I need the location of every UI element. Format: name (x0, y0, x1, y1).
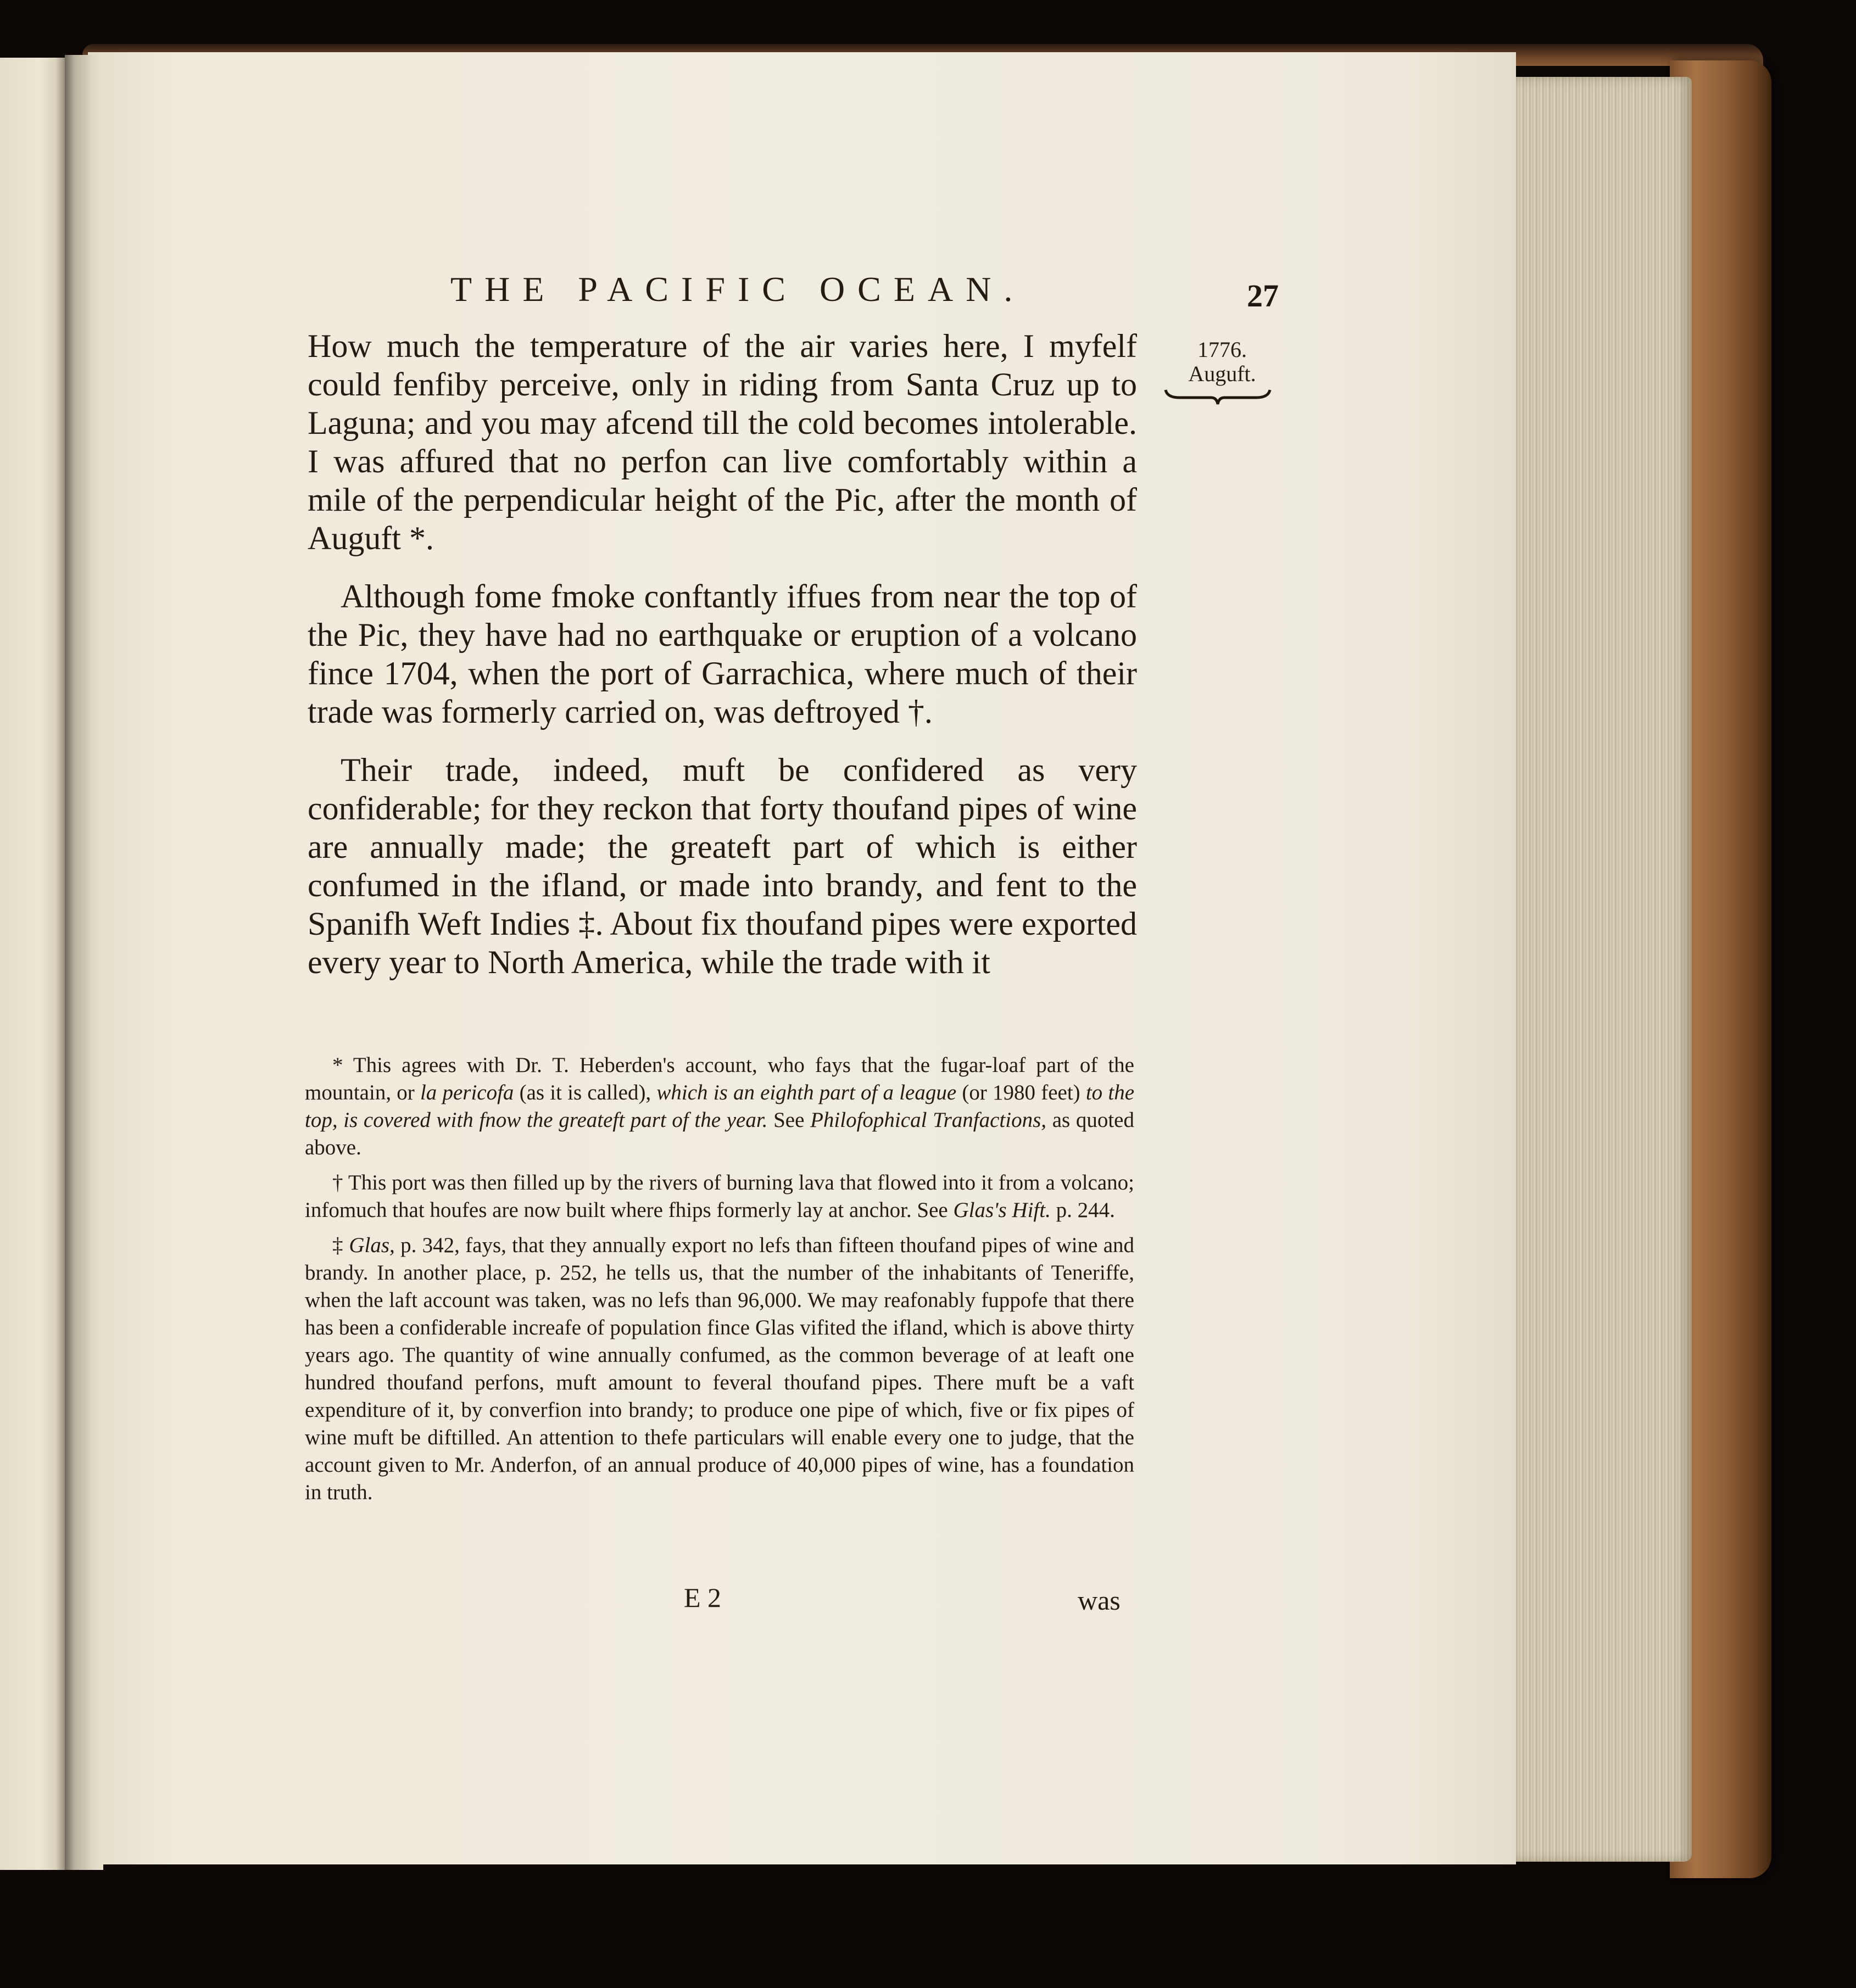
footnote-text: p. 342, fays, that they annually export no lefs than fifteen thoufand pipes of wine and brandy. In another place, p. 252, he tells us, that the number of the inhabitants of Teneriffe, when the laft account was taken, was no lefs than 96,000. We may reafonably fuppofe that there has been a confiderable increafe of population fince Glas vifited the ifland, which is above thirty years ago. The quantity of wine annually confumed, as the common beverage of at leaft one hundred thoufand perfons, muft amount to feveral thoufand pipes. There muft be a vaft expenditure of it, by converfion into brandy; to produce one pipe of which, five or fix pipes of wine muft be diftilled. An attention to thefe particulars will enable every one to judge, that the account given to Mr. Anderfon, of an annual produce of 40,000 pipes of wine, has a foundation in truth. (305, 1233, 1135, 1504)
footnote-italic: la pericofa (420, 1081, 514, 1104)
footnote-italic: Philofophical Tranfactions, (810, 1108, 1047, 1132)
running-head: THE PACIFIC OCEAN. (450, 270, 1025, 309)
footnote-text: as quoted above. (305, 1108, 1134, 1159)
paragraph-3: Their trade, indeed, muft be confidered as very confiderable; for they reckon that forty thoufand pipes of wine are annually made; the greateft part of which is either confumed in the ifland, or made into brandy, and fent to the Spanifh Weft Indies ‡. About fix thoufand pipes were exported every year to North America, while the trade with it (308, 752, 1137, 980)
catchword: was (1078, 1585, 1121, 1616)
footnote-text: This agrees with Dr. T. Heberden's account, who fays that the fugar-loaf part of the mountain, or (305, 1053, 1134, 1104)
book-gutter (65, 55, 103, 1870)
footnote-mark: ‡ (332, 1233, 344, 1257)
signature-mark: E 2 (684, 1582, 722, 1613)
footnote-text: This port was then filled up by the rivers of burning lava that flowed into it from a volcano; infomuch that houfes are now built where fhips formerly lay at anchor. See (305, 1171, 1135, 1222)
footnote-text: p. 244. (1050, 1198, 1115, 1222)
body-text (308, 327, 1137, 1001)
paragraph-2: Although fome fmoke conftantly iffues from near the top of the Pic, they have had no earthquake or eruption of a volcano fince 1704, when the port of Garrachica, where much of their trade was formerly carried on, was deftroyed †. (308, 578, 1137, 730)
margin-year: 1776. (1197, 337, 1247, 362)
footnote-text: (as it is called), (514, 1081, 657, 1104)
footnote-asterisk (305, 1052, 1134, 1161)
footnote-italic: Glas, (349, 1233, 395, 1257)
footnote-italic: to the top, is covered with fnow the greateft part of the year. (305, 1081, 1135, 1132)
margin-month: Auguft. (1188, 361, 1256, 386)
footnote-mark: † (332, 1171, 343, 1194)
page-number: 27 (1247, 278, 1279, 314)
footnotes (305, 1052, 1134, 1514)
footnote-dagger (305, 1169, 1134, 1224)
footnote-text: (or 1980 feet) (956, 1081, 1086, 1104)
margin-date-note (1167, 338, 1277, 386)
previous-page (0, 58, 66, 1870)
paragraph-1: How much the temperature of the air varies here, I myfelf could fenfiby perceive, only in riding from Santa Cruz up to Laguna; and you may afcend till the cold becomes intolerable. I was affured that no perfon can live comfortably within a mile of the perpendicular height of the Pic, after the month of Auguft *. (308, 328, 1137, 556)
footnote-italic: Glas's Hift. (953, 1198, 1051, 1222)
page-stack-edges (1505, 77, 1692, 1862)
margin-brace-icon (1163, 386, 1273, 407)
footnote-mark: * (332, 1053, 343, 1077)
footnote-text: See (767, 1108, 811, 1132)
footnote-double-dagger (305, 1232, 1134, 1506)
footnote-italic: which is an eighth part of a league (656, 1081, 957, 1104)
